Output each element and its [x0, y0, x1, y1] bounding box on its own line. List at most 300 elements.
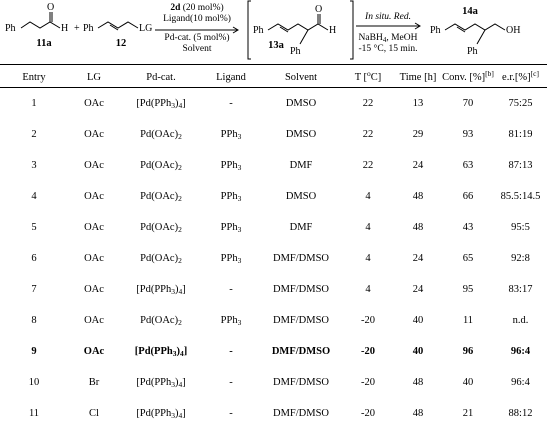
pdcat-sub2: 4 — [179, 349, 184, 358]
conv-value: 96 — [462, 346, 474, 357]
er-value: 87:13 — [508, 160, 533, 171]
ligand-a: - — [229, 284, 233, 295]
cell-temperature — [342, 243, 394, 274]
plus-sign: + — [74, 23, 80, 34]
solvent-value: DMSO — [285, 129, 317, 140]
er-value: 88:12 — [508, 408, 533, 419]
condition-pd: Pd-cat. (5 mol%) — [164, 33, 230, 43]
pdcat-a: [Pd(PPh — [136, 284, 172, 295]
cell-lg — [68, 305, 120, 336]
table-row — [0, 243, 547, 274]
pdcat-b: ) — [175, 284, 179, 295]
bracket-right — [350, 1, 353, 59]
header-temp-b: C] — [370, 71, 382, 83]
er-value: 95:5 — [511, 222, 530, 233]
entry-value: 2 — [31, 129, 37, 140]
entry-value: 1 — [31, 98, 37, 109]
header-conversion — [442, 66, 494, 88]
cell-temperature — [342, 88, 394, 119]
pdcat-sub1: 3 — [171, 411, 175, 420]
pdcat-c: ] — [183, 346, 188, 357]
cell-lg — [68, 212, 120, 243]
header-conv-label: Conv. [%] — [442, 71, 486, 83]
pdcat-sub1: 2 — [178, 132, 182, 141]
header-rule — [0, 87, 547, 88]
time-value: 48 — [412, 408, 424, 419]
cell-conversion — [442, 367, 494, 398]
label-14a: 14a — [462, 6, 478, 17]
time-value: 48 — [412, 191, 424, 202]
cell-entry — [0, 181, 68, 212]
ligand-sub: 3 — [237, 194, 242, 203]
header-lg: LG — [87, 71, 101, 83]
cell-entry — [0, 212, 68, 243]
ligand-sub: 3 — [237, 318, 242, 327]
conv-value: 40 — [462, 377, 474, 388]
cell-solvent — [260, 150, 342, 181]
ligand-a: PPh — [220, 222, 238, 233]
cell-lg — [68, 336, 120, 367]
pdcat-sub1: 2 — [178, 163, 182, 172]
pdcat-sub1: 3 — [172, 349, 177, 358]
cell-lg — [68, 367, 120, 398]
temp-value: -20 — [361, 408, 375, 419]
ligand-a: - — [229, 98, 233, 109]
solvent-value: DMF/DMSO — [272, 253, 330, 264]
table-body — [0, 88, 547, 429]
bond-13a — [268, 24, 328, 30]
pdcat-a: Pd(OAc) — [140, 160, 179, 171]
er-value: 96:4 — [511, 377, 530, 388]
pdcat-b: ) — [176, 346, 180, 357]
cell-ligand — [202, 367, 260, 398]
entry-value: 6 — [31, 253, 37, 264]
table-row — [0, 212, 547, 243]
reaction-scheme — [0, 0, 547, 62]
pdcat-a: [Pd(PPh — [136, 377, 172, 388]
table-row — [0, 150, 547, 181]
lg-value: OAc — [84, 253, 104, 264]
cell-time — [394, 243, 442, 274]
ph-14a-benzyl: Ph — [467, 46, 478, 57]
table-header-row — [0, 66, 547, 88]
solvent-value: DMF/DMSO — [272, 408, 330, 419]
er-value: 81:19 — [508, 129, 533, 140]
pdcat-sub2: 4 — [178, 101, 183, 110]
pdcat-sub1: 3 — [171, 380, 175, 389]
conv-value: 11 — [462, 315, 474, 326]
label-12: 12 — [115, 38, 127, 49]
reduction-reagent-a: NaBH — [358, 33, 383, 43]
cell-conversion — [442, 305, 494, 336]
pdcat-sub1: 3 — [171, 101, 175, 110]
cell-pdcat — [120, 88, 202, 119]
pdcat-b: ) — [175, 98, 179, 109]
h-11a: H — [61, 23, 69, 34]
cell-conversion — [442, 336, 494, 367]
header-pdcat: Pd-cat. — [146, 71, 176, 83]
ligand-a: PPh — [220, 160, 238, 171]
cell-er — [494, 88, 547, 119]
cell-ligand — [202, 150, 260, 181]
cell-ligand — [202, 181, 260, 212]
cell-conversion — [442, 398, 494, 429]
cell-pdcat — [120, 305, 202, 336]
cell-temperature — [342, 398, 394, 429]
entry-value: 8 — [31, 315, 37, 326]
cell-er — [494, 119, 547, 150]
cell-solvent — [260, 119, 342, 150]
cell-time — [394, 88, 442, 119]
header-temperature — [342, 66, 394, 88]
solvent-value: DMSO — [285, 191, 317, 202]
ph-14a: Ph — [430, 25, 441, 36]
label-13a: 13a — [268, 40, 284, 51]
conv-value: 70 — [462, 98, 474, 109]
cell-entry — [0, 305, 68, 336]
cell-conversion — [442, 181, 494, 212]
time-value: 40 — [412, 315, 424, 326]
pdcat-a: [Pd(PPh — [134, 346, 173, 357]
lg-value: OAc — [84, 191, 104, 202]
ligand-a: - — [229, 346, 233, 357]
ligand-sub: 3 — [237, 225, 242, 234]
table-row — [0, 398, 547, 429]
table-row — [0, 336, 547, 367]
condition-catalyst — [170, 2, 223, 13]
ligand-sub: 3 — [237, 132, 242, 141]
time-value: 13 — [412, 98, 424, 109]
o-11a: O — [47, 2, 55, 13]
cell-er — [494, 305, 547, 336]
entry-value: 10 — [28, 377, 40, 388]
cell-er — [494, 181, 547, 212]
time-value: 48 — [412, 222, 424, 233]
header-conv-footnote: [b] — [485, 68, 494, 78]
lg-value: Cl — [89, 408, 99, 419]
time-value: 24 — [412, 160, 424, 171]
time-value: 40 — [412, 346, 424, 357]
pdcat-sub1: 2 — [178, 256, 182, 265]
cell-er — [494, 150, 547, 181]
condition-ligand: Ligand(10 mol%) — [163, 14, 231, 24]
cell-pdcat — [120, 367, 202, 398]
table-row — [0, 367, 547, 398]
entry-value: 11 — [28, 408, 40, 419]
cell-entry — [0, 243, 68, 274]
cell-entry — [0, 119, 68, 150]
time-value: 24 — [412, 253, 424, 264]
cell-solvent — [260, 398, 342, 429]
cell-lg — [68, 243, 120, 274]
pdcat-sub1: 2 — [178, 318, 182, 327]
lg-12: LG — [139, 23, 153, 34]
cell-pdcat — [120, 274, 202, 305]
ligand-a: PPh — [220, 315, 238, 326]
cell-temperature — [342, 212, 394, 243]
cell-solvent — [260, 274, 342, 305]
er-value: 75:25 — [508, 98, 533, 109]
cell-time — [394, 367, 442, 398]
cell-ligand — [202, 336, 260, 367]
cell-pdcat — [120, 181, 202, 212]
header-temp-sup: o — [367, 68, 371, 78]
solvent-value: DMF/DMSO — [271, 346, 331, 357]
lg-value: OAc — [83, 346, 105, 357]
temp-value: -20 — [361, 346, 375, 357]
bond-12 — [98, 22, 138, 28]
pdcat-sub1: 2 — [178, 225, 182, 234]
solvent-value: DMF — [289, 160, 313, 171]
optimization-table — [0, 66, 547, 429]
conv-value: 63 — [462, 160, 474, 171]
pdcat-c: ] — [182, 408, 186, 419]
cell-time — [394, 212, 442, 243]
solvent-value: DMF/DMSO — [272, 377, 330, 388]
header-er — [494, 66, 547, 88]
cell-ligand — [202, 274, 260, 305]
lg-value: OAc — [84, 284, 104, 295]
solvent-value: DMF — [289, 222, 313, 233]
cell-solvent — [260, 88, 342, 119]
conv-value: 65 — [462, 253, 474, 264]
conv-value: 43 — [462, 222, 474, 233]
entry-value: 7 — [31, 284, 37, 295]
temp-value: 4 — [365, 284, 371, 295]
cell-pdcat — [120, 119, 202, 150]
er-value: 96:4 — [510, 346, 531, 357]
cell-ligand — [202, 212, 260, 243]
ph-11a: Ph — [5, 23, 16, 34]
cell-temperature — [342, 181, 394, 212]
cell-entry — [0, 398, 68, 429]
table-row — [0, 119, 547, 150]
header-solvent: Solvent — [284, 71, 318, 83]
cell-time — [394, 181, 442, 212]
temp-value: 4 — [365, 191, 371, 202]
header-time: Time [h] — [399, 71, 437, 83]
lg-value: OAc — [84, 160, 104, 171]
header-er-footnote: [c] — [530, 68, 539, 78]
pdcat-sub2: 4 — [178, 380, 183, 389]
cell-lg — [68, 274, 120, 305]
er-value: 83:17 — [508, 284, 533, 295]
cell-temperature — [342, 274, 394, 305]
temp-value: 4 — [365, 253, 371, 264]
cell-lg — [68, 88, 120, 119]
cell-time — [394, 336, 442, 367]
header-ligand: Ligand — [216, 71, 246, 83]
temp-value: 4 — [365, 222, 371, 233]
reduction-reagent — [359, 33, 418, 44]
cell-lg — [68, 119, 120, 150]
benzyl-bond-14a — [477, 30, 485, 44]
cell-temperature — [342, 119, 394, 150]
time-value: 24 — [412, 284, 424, 295]
cell-conversion — [442, 274, 494, 305]
header-temp-a: T [ — [354, 71, 368, 83]
cell-pdcat — [120, 398, 202, 429]
conv-value: 93 — [462, 129, 474, 140]
cell-er — [494, 336, 547, 367]
cell-time — [394, 398, 442, 429]
pdcat-a: Pd(OAc) — [140, 315, 179, 326]
table-row — [0, 274, 547, 305]
cell-entry — [0, 274, 68, 305]
time-value: 29 — [412, 129, 424, 140]
cell-conversion — [442, 88, 494, 119]
benzyl-bond-13a — [300, 30, 308, 44]
cell-ligand — [202, 305, 260, 336]
cell-temperature — [342, 336, 394, 367]
bracket-left — [248, 1, 251, 59]
condition-catalyst-id: 2d — [170, 3, 181, 13]
pdcat-a: Pd(OAc) — [140, 222, 179, 233]
er-value: 92:8 — [511, 253, 530, 264]
table-row — [0, 181, 547, 212]
cell-solvent — [260, 212, 342, 243]
cell-entry — [0, 88, 68, 119]
h-13a: H — [329, 25, 337, 36]
cell-temperature — [342, 150, 394, 181]
ligand-sub: 3 — [237, 163, 242, 172]
cell-time — [394, 274, 442, 305]
lg-value: OAc — [84, 98, 104, 109]
cell-time — [394, 119, 442, 150]
cell-solvent — [260, 367, 342, 398]
condition-solvent: Solvent — [182, 44, 212, 54]
cell-pdcat — [120, 243, 202, 274]
cell-lg — [68, 398, 120, 429]
cell-conversion — [442, 150, 494, 181]
lg-value: Br — [88, 377, 100, 388]
reduction-reagent-sub: 4 — [382, 36, 387, 44]
ligand-a: PPh — [220, 129, 238, 140]
cell-lg — [68, 181, 120, 212]
header-er-label: e.r.[%] — [502, 71, 531, 83]
ligand-a: - — [229, 377, 233, 388]
cell-er — [494, 212, 547, 243]
cell-entry — [0, 367, 68, 398]
solvent-value: DMF/DMSO — [272, 315, 330, 326]
pdcat-sub1: 3 — [171, 287, 175, 296]
conv-value: 21 — [462, 408, 474, 419]
er-value: 85.5:14.5 — [500, 191, 541, 202]
header-entry: Entry — [22, 71, 46, 83]
reduction-conditions: -15 °C, 15 min. — [358, 44, 418, 54]
conv-value: 95 — [462, 284, 474, 295]
temp-value: -20 — [361, 315, 375, 326]
ligand-a: PPh — [220, 253, 238, 264]
cell-temperature — [342, 367, 394, 398]
cell-solvent — [260, 181, 342, 212]
cell-ligand — [202, 398, 260, 429]
cell-entry — [0, 336, 68, 367]
reduction-title: In situ. Red. — [365, 12, 411, 22]
temp-value: 22 — [362, 160, 374, 171]
temp-value: 22 — [362, 98, 374, 109]
pdcat-sub1: 2 — [178, 194, 182, 203]
cell-er — [494, 367, 547, 398]
pdcat-a: Pd(OAc) — [140, 129, 179, 140]
ph-12: Ph — [83, 23, 94, 34]
bond-11a — [21, 22, 60, 28]
er-value: n.d. — [512, 315, 529, 326]
pdcat-a: [Pd(PPh — [136, 98, 172, 109]
cell-ligand — [202, 88, 260, 119]
cell-ligand — [202, 243, 260, 274]
cell-conversion — [442, 212, 494, 243]
entry-value: 4 — [31, 191, 37, 202]
lg-value: OAc — [84, 222, 104, 233]
conv-value: 66 — [462, 191, 474, 202]
cell-entry — [0, 150, 68, 181]
o-13a: O — [315, 4, 323, 15]
pdcat-sub2: 4 — [178, 411, 183, 420]
bond-14a — [445, 24, 505, 30]
solvent-value: DMSO — [285, 98, 317, 109]
ligand-a: - — [229, 408, 233, 419]
entry-value: 5 — [31, 222, 37, 233]
cell-lg — [68, 150, 120, 181]
pdcat-a: [Pd(PPh — [136, 408, 172, 419]
pdcat-b: ) — [175, 408, 179, 419]
cell-temperature — [342, 305, 394, 336]
ligand-sub: 3 — [237, 256, 242, 265]
pdcat-a: Pd(OAc) — [140, 191, 179, 202]
temp-value: -20 — [361, 377, 375, 388]
cell-solvent — [260, 336, 342, 367]
table-top-rule — [0, 64, 547, 65]
ligand-a: PPh — [220, 191, 238, 202]
pdcat-c: ] — [182, 284, 186, 295]
cell-conversion — [442, 243, 494, 274]
time-value: 48 — [412, 377, 424, 388]
cell-er — [494, 243, 547, 274]
pdcat-c: ] — [182, 377, 186, 388]
pdcat-a: Pd(OAc) — [140, 253, 179, 264]
cell-solvent — [260, 243, 342, 274]
lg-value: OAc — [84, 129, 104, 140]
cell-pdcat — [120, 212, 202, 243]
ph-13a: Ph — [253, 25, 264, 36]
reduction-reagent-b: , MeOH — [386, 33, 418, 43]
cell-pdcat — [120, 336, 202, 367]
condition-catalyst-amount: (20 mol%) — [180, 3, 224, 13]
cell-time — [394, 150, 442, 181]
entry-value: 9 — [31, 346, 37, 357]
cell-pdcat — [120, 150, 202, 181]
lg-value: OAc — [84, 315, 104, 326]
cell-solvent — [260, 305, 342, 336]
cell-ligand — [202, 119, 260, 150]
ph-13a-benzyl: Ph — [290, 46, 301, 57]
cell-er — [494, 398, 547, 429]
table-row — [0, 88, 547, 119]
label-11a: 11a — [36, 38, 52, 49]
table-row — [0, 305, 547, 336]
pdcat-b: ) — [175, 377, 179, 388]
entry-value: 3 — [31, 160, 37, 171]
pdcat-sub2: 4 — [178, 287, 183, 296]
temp-value: 22 — [362, 129, 374, 140]
cell-time — [394, 305, 442, 336]
pdcat-c: ] — [182, 98, 186, 109]
cell-conversion — [442, 119, 494, 150]
cell-er — [494, 274, 547, 305]
solvent-value: DMF/DMSO — [272, 284, 330, 295]
oh-14a: OH — [506, 25, 521, 36]
